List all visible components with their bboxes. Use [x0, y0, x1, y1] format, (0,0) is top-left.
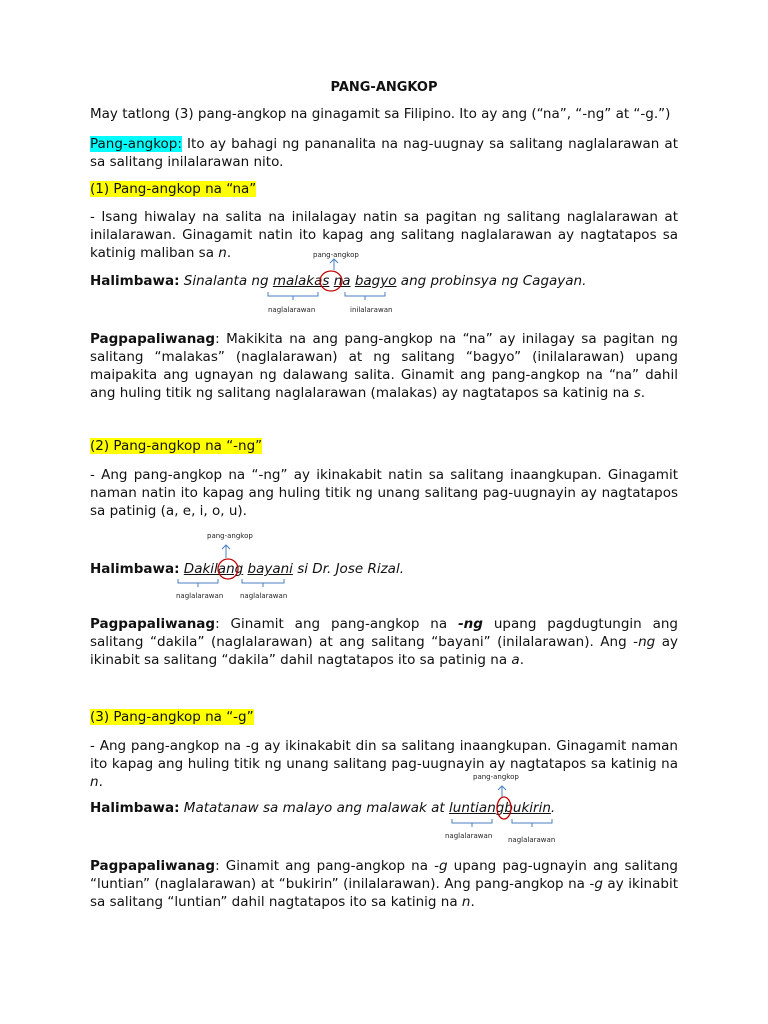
section2-example-post: si Dr. Jose Rizal.: [292, 561, 404, 577]
section1-explanation-text: : Makikita na ang pang-angkop na “na” ay inilagay sa pagitan ng salitang “malakas” (naglalarawan) at ng salitang “bagyo” (inilalarawan) upang maipakita ang ugnayan ng dalawang salita. Ginamit ang pang-angkop na “na” dahil ang huling titik ng salitang naglalarawan (malakas) ay nagtatapos sa katinig na: [90, 331, 678, 401]
section2-example-word2: bayani: [247, 561, 293, 577]
section2-pang-angkop-label: pang-angkop: [207, 532, 253, 540]
section3-example-word1: luntian: [449, 800, 496, 816]
section1-desc-n: n: [218, 245, 227, 261]
section2-explanation-text-b: upang pagdugtungin ang salitang “dakila” (naglalarawan) at ang salitang “bayani” (inilalarawan). Ang -: [90, 616, 678, 650]
section3-explanation-end: .: [470, 894, 475, 910]
section1-heading-text: (1) Pang-angkop na “na”: [90, 181, 257, 197]
section3-desc-text: - Ang pang-angkop na -g ay ikinakabit din sa salitang inaangkupan. Ginagamit naman ito kapag ang huling titik ng unang salitang pag-uugnayin ay nagtatapos sa katinig na: [90, 738, 678, 772]
section2-naglalarawan-label-2: naglalarawan: [240, 592, 288, 600]
section1-pang-angkop-label: pang-angkop: [313, 251, 359, 259]
section2-explanation-label: Pagpapaliwanag: [90, 616, 216, 632]
section2-naglalarawan-label-1: naglalarawan: [176, 592, 224, 600]
section3-explanation-label: Pagpapaliwanag: [90, 858, 216, 874]
section3-explanation-g: g: [438, 858, 448, 874]
section2-description: - Ang pang-angkop na “-ng” ay ikinakabit natin sa salitang inaangkupan. Ginagamit naman natin ito kapag ang huling titik ng unang salitang pag-uugnayin ay nagtatapos sa patinig (a, e, i, o, u).: [90, 467, 678, 519]
section2-example-label: Halimbawa: [90, 561, 175, 577]
section3-desc-n: n: [90, 774, 99, 790]
definition-term: Pang-angkop:: [90, 136, 182, 152]
section3-pang-angkop-label: pang-angkop: [473, 773, 519, 781]
section1-inilalarawan-label: inilalarawan: [350, 306, 393, 314]
section1-explanation-s: s: [633, 385, 641, 401]
section3-example-linker: g: [495, 800, 505, 816]
section1-example-linker: na: [333, 273, 351, 289]
section2-explanation-ng2: ng: [638, 634, 656, 650]
section1-desc-text: - Isang hiwalay na salita na inilalagay natin sa pagitan ng salitang naglalarawan at inilalarawan. Ginagamit natin ito kapag ang salitang naglalarawan ay nagtatapos sa katinig maliban sa: [90, 209, 678, 261]
section1-naglalarawan-label: naglalarawan: [268, 306, 316, 314]
section1-example-colon: :: [174, 273, 180, 289]
section1-explanation-label: Pagpapaliwanag: [90, 331, 216, 347]
section3-example-pre: Matatanaw sa malayo ang malawak at: [183, 800, 450, 816]
section3-brace-naglalarawan: [452, 819, 492, 827]
section3-explanation-text-a: : Ginamit ang pang-angkop na -: [215, 858, 439, 874]
section3-example-post: .: [550, 800, 556, 816]
section3-naglalarawan-label-1: naglalarawan: [445, 832, 493, 840]
section3-explanation-g2: g: [594, 876, 603, 892]
section3-heading-text: (3) Pang-angkop na “-g”: [90, 709, 254, 725]
section2-explanation-end: .: [519, 652, 524, 668]
section3-example-colon: :: [174, 800, 180, 816]
section2-explanation-ng: -ng: [458, 616, 483, 632]
section3-example-word2: bukirin: [504, 800, 551, 816]
section2-explanation-a: a: [511, 652, 520, 668]
page-title: PANG-ANGKOP: [330, 80, 438, 95]
section2-explanation-text-c: ay ikinabit sa salitang “dakila” dahil nagtatapos ito sa patinig na: [90, 634, 678, 668]
section3-example-label: Halimbawa: [90, 800, 175, 816]
intro-paragraph: May tatlong (3) pang-angkop na ginagamit sa Filipino. Ito ay ang (“na”, “-ng” at “-g.”): [90, 106, 671, 122]
section1-example-post: ang probinsya ng Cagayan.: [396, 273, 587, 289]
section3-explanation: [90, 857, 678, 911]
section3-explanation-n: n: [461, 894, 471, 910]
section2-explanation-text-a: : Ginamit ang pang-angkop na: [215, 616, 459, 632]
section2-heading-text: (2) Pang-angkop na “-ng”: [90, 438, 263, 454]
section1-example-pre: Sinalanta ng: [183, 273, 273, 289]
section1-example-word1: malakas: [272, 273, 330, 289]
definition-text: Ito ay bahagi ng pananalita na nag-uugnay sa salitang naglalarawan at sa salitang inilalarawan nito.: [90, 136, 678, 170]
section2-example-linker: ng: [226, 561, 244, 577]
section1-example-label: Halimbawa: [90, 273, 175, 289]
section3-linker-circle: [497, 797, 511, 819]
section1-explanation-end: .: [640, 385, 646, 401]
section1-example-word2: bagyo: [354, 273, 397, 289]
section1-desc-end: .: [226, 245, 232, 261]
section2-example-word1: Dakila: [183, 561, 227, 577]
section3-brace-inilalarawan: [512, 819, 552, 827]
section3-naglalarawan-label-2: naglalarawan: [508, 836, 556, 844]
section3-desc-end: .: [98, 774, 103, 790]
section3-explanation-text-b: upang pag-ugnayin ang salitang “luntian” (naglalarawan) at “bukirin” (inilalarawan). Ang pang-angkop na -: [90, 858, 678, 892]
section3-explanation-text-c: ay ikinabit sa salitang “luntian” dahil nagtatapos ito sa katinig na: [90, 876, 678, 910]
section2-example-colon: :: [174, 561, 180, 577]
